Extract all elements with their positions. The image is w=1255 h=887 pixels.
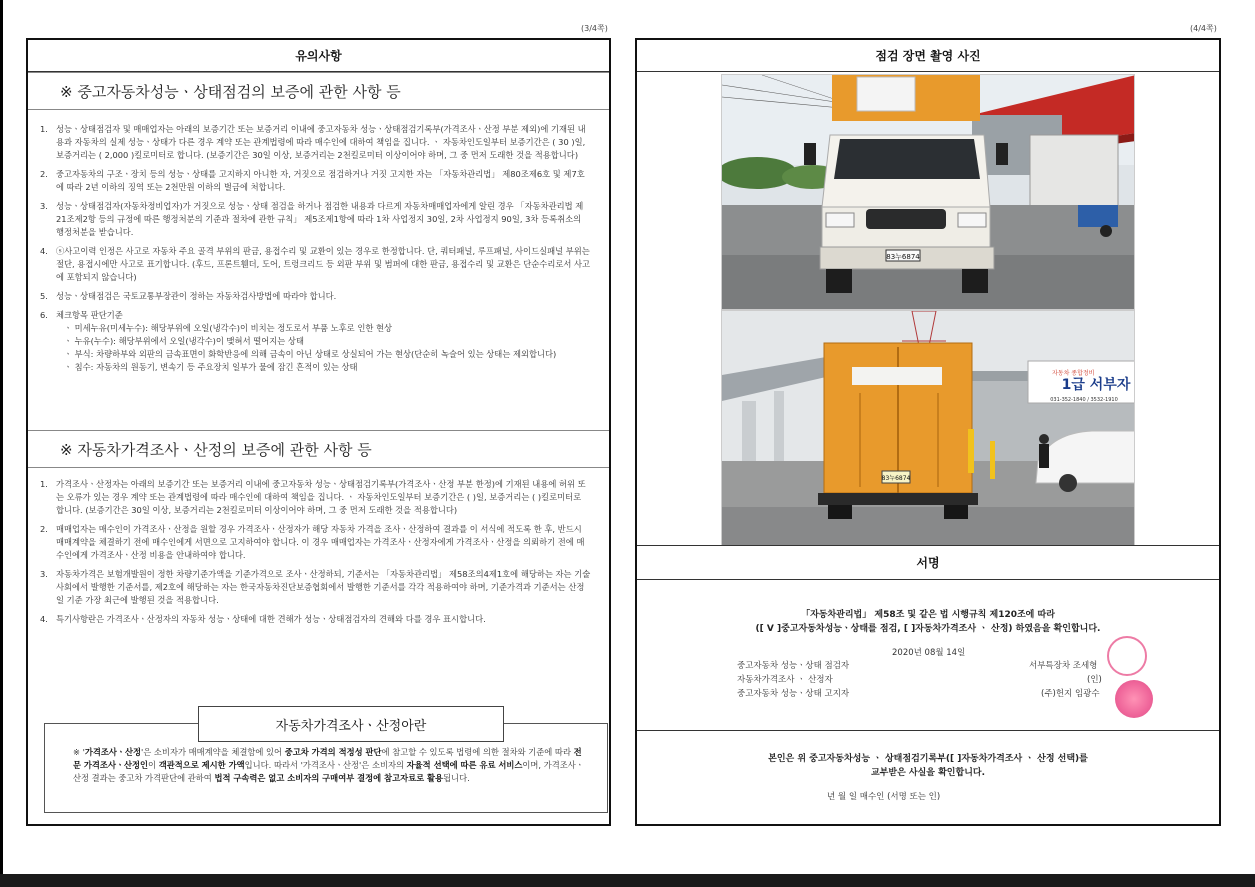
receipt-line-1: 본인은 위 중고자동차성능 ㆍ 상태점검기록부([ ]자동차가격조사 ㆍ 산정 선택)를 (768, 754, 1088, 764)
notice-item (40, 309, 591, 374)
price-list (40, 478, 591, 632)
item-text: ⓢ사고이력 인정은 사고로 자동차 주요 골격 부위의 판금, 용접수리 및 교환이 있는 경우로 한정합니다. 단, 쿼터패널, 루프패널, 사이드실패널 부위는 절단, 용접시에만 사고로 표기합니다. (후드, 프론트휀더, 도어, 트렁크리드 등 외판 부위 및 범퍼에 대한 판금, 용접수리 및 교환은 단순수리로서 사고에 포함되지 않습니다) (56, 246, 591, 282)
item-text: 자동차가격은 보험개발원이 정한 차량기준가액을 기준가격으로 조사ㆍ산정하되, 기준서는 「자동차관리법」 제58조의4제1호에 해당하는 자는 기술사회에서 발행한 기준서를, 제2호에 해당하는 자는 한국자동차진단보증협회에서 발행한 기준서를 각각 적용하여야 하며, 기준가격과 기준서는 산정일 기준 가장 최근에 발행된 것을 적용합니다. (56, 569, 591, 605)
item-number: 5. (40, 291, 48, 301)
price-notice-box (44, 718, 608, 813)
item-number: 2. (40, 524, 48, 534)
item-text: 성능ㆍ상태점검자(자동차정비업자)가 거짓으로 성능ㆍ상태 점검을 하거나 점검한 내용과 다르게 자동차매매업자에게 알린 경우 「자동차관리법 제21조제2항 등의 규정에 따른 행정처분의 기준과 절차에 관한 규칙」 제5조제1항에 따라 1차 사업정지 30일, 2차 사업정지 90일, 3차 등록취소의 행정처분을 받습니다. (56, 201, 584, 237)
notifier-value: (주)헌지 임광수 (1041, 689, 1100, 699)
item-text: 매매업자는 매수인이 가격조사ㆍ산정을 원할 경우 가격조사ㆍ산정자가 해당 자동차 가격을 조사ㆍ산정하여 결과를 이 서식에 적도록 한 후, 반드시 매매계약을 체결하기 전에 매수인에게 서면으로 고지하여야 합니다. 이 경우 매매업자는 가격조사ㆍ산정자에게 가격조사ㆍ산정을 의뢰하기 전에 매수인에게 가격조사ㆍ산정 비용을 안내하여야 합니다. (56, 524, 585, 560)
notice-item (40, 168, 591, 194)
warranty-section-title: ※ 중고자동차성능ㆍ상태점검의 보증에 관한 사항 등 (28, 72, 609, 110)
price-notice-text: ※ '가격조사ㆍ산정'은 소비자가 매매계약을 체결함에 있어 중고차 가격의 적정성 판단에 참고할 수 있도록 법령에 의한 절차와 기준에 따라 전문 가격조사ㆍ산정인이 객관적으로 제시한 가액입니다. 따라서 '가격조사ㆍ산정'은 소비자의 자율적 선택에 따른 유료 서비스이며, 가격조사ㆍ산정 결과는 중고차 가격판단에 관하여 법적 구속력은 없고 소비자의 구매여부 결정에 참고자료로 활용됩니다. (73, 747, 584, 783)
plate-text-rear: 83누6874 (881, 475, 911, 482)
notice-item (40, 568, 591, 607)
item-text: 특기사항란은 가격조사ㆍ산정자의 자동차 성능ㆍ상태에 대한 견해가 성능ㆍ상태점검자의 견해와 다를 경우 표시합니다. (56, 614, 486, 624)
criteria-bullet: ㆍ 미세누유(미세누수): 해당부위에 오일(냉각수)이 비치는 정도로서 부품 노후로 인한 현상 (64, 323, 393, 333)
inspector-seal-stamp (1107, 636, 1147, 676)
notes-header: 유의사항 (28, 40, 609, 72)
sign-date: 2020년 08월 14일 (892, 648, 966, 658)
inspector-value: 서부특장차 조세형 (1029, 661, 1098, 671)
notifier-label: 중고자동차 성능ㆍ상태 고지자 (737, 689, 850, 699)
notifier-seal-stamp (1115, 680, 1153, 718)
appraiser-label: 자동차가격조사 ㆍ 산정자 (737, 675, 833, 685)
item-number: 3. (40, 201, 48, 211)
notice-item (40, 478, 591, 517)
notice-item (40, 523, 591, 562)
criteria-bullet: ㆍ 침수: 자동차의 원동기, 변속기 등 주요장치 일부가 물에 잠긴 흔적이 있는 상태 (64, 362, 358, 372)
receipt-line-2: 교부받은 사실을 확인합니다. (870, 768, 985, 778)
photo-panel (635, 38, 1221, 826)
item-number: 1. (40, 124, 48, 134)
cert-line-1: 「자동차관리법」 제58조 및 같은 법 시행규칙 제120조에 따라 (801, 610, 1055, 620)
price-notice-title: 자동차가격조사ㆍ산정아란 (198, 706, 504, 742)
garage-sign-sub: 자동차 종합정비 (1052, 370, 1095, 377)
garage-sign-phone: 031-352-1840 / 3532-1910 (1050, 397, 1118, 403)
inspection-photo-rear (721, 310, 1135, 546)
item-number: 3. (40, 569, 48, 579)
item-text: 성능ㆍ상태점검은 국토교통부장관이 정하는 자동차검사방법에 따라야 합니다. (56, 291, 337, 301)
plate-text-front: 83누6874 (886, 253, 920, 261)
warranty-list (40, 123, 591, 380)
signature-divider (637, 730, 1219, 731)
item-number: 2. (40, 169, 48, 179)
item-text: 성능ㆍ상태점검자 및 매매업자는 아래의 보증기간 또는 보증거리 이내에 중고자동차 성능ㆍ상태점검기록부(가격조사ㆍ산정 부분 제외)에 기재된 내용과 자동차의 실제 성능ㆍ상태가 다른 경우 계약 또는 관계법령에 따라 매수인에 대하여 책임을 집니다. ㆍ 자동차인도일부터 보증기간은 ( 30 )일, 보증거리는 ( 2,000 )킬로미터로 합니다. (보증기간은 30일 이상, 보증거리는 2천킬로미터 이상이어야 하며, 그 중 먼저 도래한 것을 적용합니다) (56, 124, 586, 160)
price-section-title: ※ 자동차가격조사ㆍ산정의 보증에 관한 사항 등 (28, 430, 609, 468)
criteria-bullet: ㆍ 누유(누수): 해당부위에서 오일(냉각수)이 맺혀서 떨어지는 상태 (64, 336, 304, 346)
item-text: 가격조사ㆍ산정자는 아래의 보증기간 또는 보증거리 이내에 중고자동차 성능ㆍ상태점검기록부(가격조사ㆍ산정 부분 한정)에 기재된 내용에 허위 또는 오류가 있는 경우 계약 또는 관계법령에 따라 매수인에 대하여 책임을 집니다. ㆍ 자동차인도일부터 보증기간은 ( )일, 보증거리는 ( )킬로미터로 합니다. (보증기간은 30일 이상, 보증거리는 2천킬로미터 이상이어야 하며, 그 중 먼저 도래한 것을 적용합니다) (56, 479, 586, 515)
inspection-photo-front (721, 74, 1135, 310)
appraiser-value: (인) (1087, 675, 1102, 685)
item-text: 체크항목 판단기준 (56, 310, 123, 320)
item-number: 4. (40, 614, 48, 624)
item-number: 4. (40, 246, 48, 256)
criteria-bullet: ㆍ 부식: 차량하부와 외판의 금속표면이 화학반응에 의해 금속이 아닌 상태로 상실되어 가는 현상(단순히 녹슬어 있는 상태는 제외합니다) (64, 349, 557, 359)
inspector-label: 중고자동차 성능ㆍ상태 점검자 (737, 661, 850, 671)
page-number-right: (4/4쪽) (1190, 24, 1217, 33)
buyer-sign-line: 년 월 일 매수인 (서명 또는 인) (827, 792, 941, 802)
left-edge-line (0, 0, 3, 874)
item-number: 1. (40, 479, 48, 489)
item-number: 6. (40, 310, 48, 320)
notice-item (40, 200, 591, 239)
bottom-bar (0, 874, 1255, 887)
notice-item (40, 290, 591, 303)
signature-section-title: 서명 (637, 545, 1219, 580)
notice-item (40, 245, 591, 284)
page-number-left: (3/4쪽) (581, 24, 608, 33)
photo-header: 점검 장면 촬영 사진 (637, 40, 1219, 72)
notice-item (40, 613, 591, 626)
notice-item (40, 123, 591, 162)
item-text: 중고자동차의 구조ㆍ장치 등의 성능ㆍ상태를 고지하지 아니한 자, 거짓으로 점검하거나 거짓 고지한 자는 「자동차관리법」 제80조제6호 및 제7호에 따라 2년 이하의 징역 또는 2천만원 이하의 벌금에 처합니다. (56, 169, 585, 192)
notes-panel (26, 38, 611, 826)
cert-line-2: ([ V ]중고자동차성능ㆍ상태를 점검, [ ]자동차가격조사 ㆍ 산정) 하였음을 확인합니다. (755, 624, 1101, 634)
garage-sign-text: 1급 서부자 (1061, 377, 1131, 393)
